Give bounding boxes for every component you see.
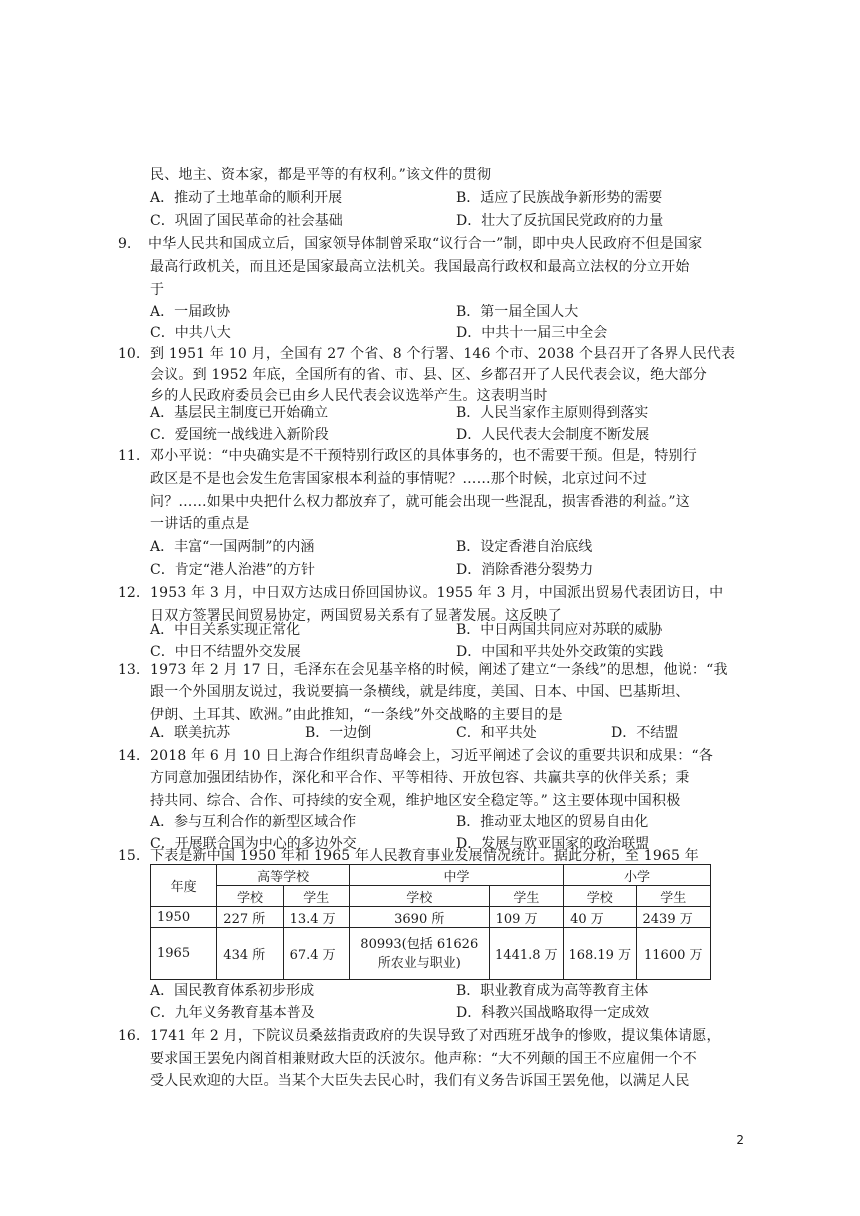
question-12-number: 12. [118, 585, 141, 601]
table-cell: 434 所 [217, 928, 283, 980]
page-number: 2 [736, 1133, 744, 1147]
question-15-line: 下表是新中国 1950 年和 1965 年人民教育事业发展情况统计。据此分析，至 1965 年 [150, 848, 699, 864]
question-10-number: 10. [118, 346, 141, 362]
q11-option-b[interactable]: B．设定香港自治底线 [456, 539, 593, 555]
question-9-number: 9. [118, 236, 132, 252]
q8-option-c[interactable]: C．巩固了国民革命的社会基础 [150, 213, 343, 229]
q13-option-c[interactable]: C．和平共处 [456, 725, 537, 741]
table-cell: 109 万 [489, 907, 563, 928]
question-14-number: 14. [118, 748, 141, 764]
q9-option-c[interactable]: C．中共八大 [150, 325, 231, 341]
table-cell: 40 万 [564, 907, 636, 928]
table-row [151, 907, 711, 928]
education-stats-table [150, 864, 711, 980]
q12-option-a[interactable]: A．中日关系实现正常化 [150, 622, 301, 638]
table-subheader: 学生 [283, 886, 349, 907]
table-cell: 67.4 万 [283, 928, 349, 980]
q13-option-b[interactable]: B．一边倒 [305, 725, 372, 741]
table-cell: 3690 所 [349, 907, 489, 928]
q10-option-c[interactable]: C．爱国统一战线进入新阶段 [150, 427, 329, 443]
table-cell: 227 所 [217, 907, 283, 928]
question-15-number: 15. [118, 848, 141, 864]
table-subheader: 学生 [636, 886, 711, 907]
question-16-line: 要求国王罢免内阁首相兼财政大臣的沃波尔。他声称：“大不列颠的国王不应雇佣一个不 [150, 1051, 697, 1067]
question-9-line: 于 [150, 282, 165, 298]
q9-option-d[interactable]: D．中共十一届三中全会 [456, 325, 608, 341]
table-cell: 1441.8 万 [489, 928, 563, 980]
table-cell: 168.19 万 [564, 928, 636, 980]
table-cell: 1950 [151, 907, 217, 928]
q15-option-a[interactable]: A．国民教育体系初步形成 [150, 983, 315, 999]
question-11-line: 问？……如果中央把什么权力都放弃了，就可能会出现一些混乱，损害香港的利益。”这 [150, 494, 690, 510]
question-14-line: 2018 年 6 月 10 日上海合作组织青岛峰会上，习近平阐述了会议的重要共识和成果：“各 [150, 748, 713, 764]
question-8-text: 民、地主、资本家，都是平等的有权利。”该文件的贯彻 [150, 167, 492, 183]
question-10-line: 会议。到 1952 年底，全国所有的省、市、县、区、乡都召开了人民代表会议，绝大部分 [150, 367, 707, 383]
q14-option-c[interactable]: C．开展联合国为中心的多边外交 [150, 836, 357, 852]
q8-option-d[interactable]: D．壮大了反抗国民党政府的力量 [456, 213, 664, 229]
question-16-number: 16. [118, 1028, 141, 1044]
question-11-number: 11. [118, 448, 141, 464]
q13-option-d[interactable]: D．不结盟 [611, 725, 679, 741]
q14-option-d[interactable]: D．发展与欧亚国家的政治联盟 [456, 836, 650, 852]
question-10-line: 乡的人民政府委员会已由乡人民代表会议选举产生。这表明当时 [150, 388, 548, 404]
q8-option-b[interactable]: B．适应了民族战争新形势的需要 [456, 190, 663, 206]
table-cell: 80993(包括 61626 所农业与职业) [349, 928, 489, 980]
table-cell: 2439 万 [636, 907, 711, 928]
q14-option-b[interactable]: B．推动亚太地区的贸易自由化 [456, 814, 649, 830]
table-cell: 1965 [151, 928, 217, 980]
question-12-line: 1953 年 3 月，中日双方达成日侨回国协议。1955 年 3 月，中国派出贸易代表团访日，中 [150, 585, 724, 601]
table-group-header: 小学 [564, 865, 711, 886]
q13-option-a[interactable]: A．联美抗苏 [150, 725, 231, 741]
question-14-line: 持共同、综合、合作、可持续的安全观，维护地区安全稳定等。” 这主要体现中国积极 [150, 793, 681, 809]
q9-option-a[interactable]: A．一届政协 [150, 304, 231, 320]
q8-option-a[interactable]: A．推动了土地革命的顺利开展 [150, 190, 343, 206]
q11-option-a[interactable]: A．丰富“一国两制”的内涵 [150, 539, 315, 555]
q15-option-b[interactable]: B．职业教育成为高等教育主体 [456, 983, 649, 999]
question-13-line: 伊朗、土耳其、欧洲。”由此推知，“一条线”外交战略的主要目的是 [150, 707, 563, 723]
q10-option-d[interactable]: D．人民代表大会制度不断发展 [456, 427, 650, 443]
q10-option-b[interactable]: B．人民当家作主原则得到落实 [456, 405, 649, 421]
q12-option-c[interactable]: C．中日不结盟外交发展 [150, 644, 301, 660]
question-13-number: 13. [118, 662, 141, 678]
table-header-year: 年度 [151, 865, 217, 907]
question-9-line: 中华人民共和国成立后，国家领导体制曾采取“议行合一”制，即中央人民政府不但是国家 [148, 236, 703, 252]
question-12-line: 日双方签署民间贸易协定，两国贸易关系有了显著发展。这反映了 [150, 608, 562, 624]
table-group-header: 中学 [349, 865, 563, 886]
table-subheader: 学生 [489, 886, 563, 907]
question-13-line: 跟一个外国朋友说过，我说要搞一条横线，就是纬度，美国、日本、中国、巴基斯坦、 [150, 684, 690, 700]
q11-option-c[interactable]: C．肯定“港人治港”的方针 [150, 562, 316, 578]
question-11-line: 一讲话的重点是 [150, 516, 250, 532]
q14-option-a[interactable]: A．参与互利合作的新型区域合作 [150, 814, 357, 830]
q9-option-b[interactable]: B．第一届全国人大 [456, 304, 579, 320]
question-16-line: 受人民欢迎的大臣。当某个大臣失去民心时，我们有义务告诉国王罢免他，以满足人民 [150, 1073, 690, 1089]
q15-option-d[interactable]: D．科教兴国战略取得一定成效 [456, 1005, 650, 1021]
q12-option-d[interactable]: D．中国和平共处外交政策的实践 [456, 644, 664, 660]
question-9-line: 最高行政机关，而且还是国家最高立法机关。我国最高行政权和最高立法权的分立开始 [150, 259, 690, 275]
table-cell: 11600 万 [636, 928, 711, 980]
question-14-line: 方同意加强团结协作，深化和平合作、平等相待、开放包容、共赢共享的伙伴关系；秉 [150, 770, 690, 786]
q11-option-d[interactable]: D．消除香港分裂势力 [456, 562, 594, 578]
question-11-line: 政区是不是也会发生危害国家根本利益的事情呢？……那个时候，北京过问不过 [150, 471, 647, 487]
table-group-header: 高等学校 [217, 865, 350, 886]
table-subheader: 学校 [217, 886, 283, 907]
question-16-line: 1741 年 2 月，下院议员桑兹指责政府的失误导致了对西班牙战争的惨败，提议集体请愿， [150, 1028, 721, 1044]
table-subheader: 学校 [349, 886, 489, 907]
q15-option-c[interactable]: C．九年义务教育基本普及 [150, 1005, 315, 1021]
question-11-line: 邓小平说：“中央确实是不干预特别行政区的具体事务的，也不需要干预。但是，特别行 [150, 448, 697, 464]
table-cell: 13.4 万 [283, 907, 349, 928]
table-subheader: 学校 [564, 886, 636, 907]
q12-option-b[interactable]: B．中日两国共同应对苏联的威胁 [456, 622, 663, 638]
q10-option-a[interactable]: A．基层民主制度已开始确立 [150, 405, 329, 421]
table-row [151, 928, 711, 980]
question-13-line: 1973 年 2 月 17 日，毛泽东在会见基辛格的时候，阐述了建立“一条线”的思想，他说：“我 [150, 662, 728, 678]
question-10-line: 到 1951 年 10 月，全国有 27 个省、8 个行署、146 个市、2038 个县召开了各界人民代表 [150, 346, 736, 362]
